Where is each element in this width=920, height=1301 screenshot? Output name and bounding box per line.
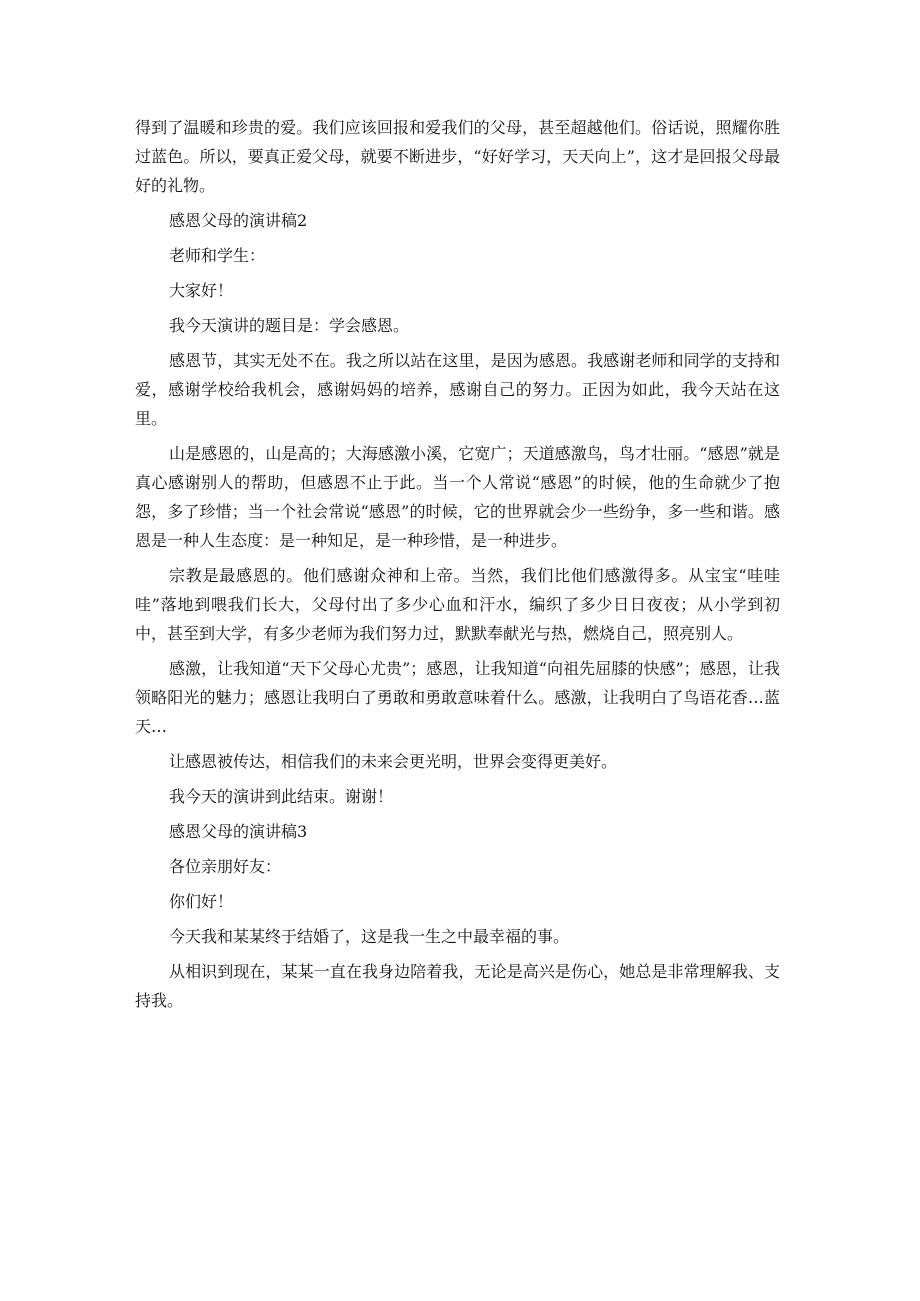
paragraph: 感激，让我知道“天下父母心尤贵”；感恩，让我知道“向祖先屈膝的快感”；感恩，让我领略阳光的魅力；感恩让我明白了勇敢和勇敢意味着什么。感激，让我明白了鸟语花香…蓝天… — [135, 659, 780, 736]
section-heading-speech-3: 感恩父母的演讲稿3 — [169, 822, 308, 841]
greeting: 大家好！ — [169, 281, 234, 300]
document-body — [135, 113, 780, 1015]
paragraph: 从相识到现在，某某一直在我身边陪着我，无论是高兴是伤心，她总是非常理解我、支持我。 — [135, 962, 780, 1010]
salutation: 老师和学生： — [169, 246, 266, 265]
speech-topic: 我今天演讲的题目是：学会感恩。 — [169, 316, 410, 335]
greeting: 你们好！ — [169, 892, 234, 911]
section-heading-speech-2: 感恩父母的演讲稿2 — [169, 211, 308, 230]
paragraph-continuation: 得到了温暖和珍贵的爱。我们应该回报和爱我们的父母，甚至超越他们。俗话说，照耀你胜过蓝色。所以，要真正爱父母，就要不断进步，“好好学习，天天向上”，这才是回报父母最好的礼物。 — [135, 118, 780, 195]
paragraph: 山是感恩的，山是高的；大海感激小溪，它宽广；天道感激鸟，鸟才壮丽。“感恩”就是真心感谢别人的帮助，但感恩不止于此。当一个人常说“感恩”的时候，他的生命就少了抱怨，多了珍惜；当一个社会常说“感恩”的时候，它的世界就会少一些纷争，多一些和谐。感恩是一种人生态度：是一种知足，是一种珍惜，是一种进步。 — [135, 444, 780, 550]
paragraph: 宗教是最感恩的。他们感谢众神和上帝。当然，我们比他们感激得多。从宝宝“哇哇哇”落地到喂我们长大，父母付出了多少心血和汗水，编织了多少日日夜夜；从小学到初中，甚至到大学，有多少老师为我们努力过，默默奉献光与热，燃烧自己，照亮别人。 — [135, 566, 780, 643]
paragraph: 感恩节，其实无处不在。我之所以站在这里，是因为感恩。我感谢老师和同学的支持和爱，感谢学校给我机会，感谢妈妈的培养，感谢自己的努力。正因为如此，我今天站在这里。 — [135, 351, 780, 428]
paragraph: 让感恩被传达，相信我们的未来会更光明，世界会变得更美好。 — [169, 752, 618, 771]
paragraph: 今天我和某某终于结婚了，这是我一生之中最幸福的事。 — [169, 927, 570, 946]
salutation: 各位亲朋好友： — [169, 857, 282, 876]
closing-line: 我今天的演讲到此结束。谢谢！ — [169, 787, 394, 806]
